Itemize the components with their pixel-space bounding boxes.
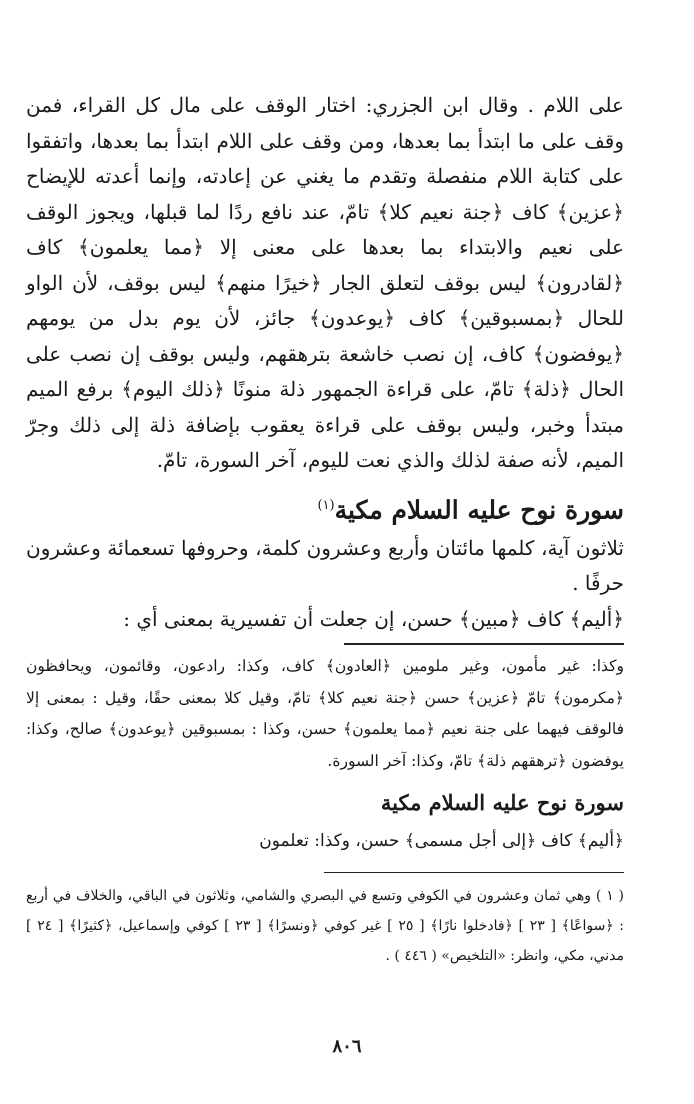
notes-block xyxy=(26,651,624,858)
page-number: ٨٠٦ xyxy=(332,1036,362,1057)
footnote-block xyxy=(26,881,624,971)
main-paragraph-1: على اللام . وقال ابن الجزري: اختار الوقف على مال كل القراء، فمن وقف على ما ابتدأ بما بعدها، ومن وقف على اللام ابتدأ بما بعدها، واتفقوا على كتابة اللام منفصلة وتقدم ما يغني عن إعادته، وإنما أعدته للإيضاح ﴿عزين﴾ كاف ﴿جنة نعيم كلا﴾ تامّ، عند نافع ردًا لما قبلها، ويجوز الوقف على نعيم والابتداء بما بعدها على معنى إلا ﴿مما يعلمون﴾ كاف ﴿لقادرون﴾ ليس بوقف لتعلق الجار ﴿خيرًا منهم﴾ ليس بوقف، لأن الواو للحال ﴿بمسبوقين﴾ كاف ﴿يوعدون﴾ جائز، لأن يوم بدل من يومهم ﴿يوفضون﴾ كاف، إن نصب خاشعة بترهقهم، وليس بوقف إن نصب على الحال ﴿ذلة﴾ تامّ، على قراءة الجمهور ذلة منونًا ﴿ذلك اليوم﴾ برفع الميم مبتدأ وخبر، وليس بوقف على قراءة يعقوب بإضافة ذلة إلى ذلك وجرّ الميم، لأنه صفة لذلك والذي نعت لليوم، آخر السورة، تامّ. xyxy=(26,93,624,472)
main-text-block xyxy=(26,88,624,971)
footnote-ref: (١) xyxy=(317,497,335,513)
footnote-text: ( ١ ) وهي ثمان وعشرون في الكوفي وتسع في البصري والشامي، وثلاثون في الباقي، والخلاف في أربع : ﴿سواعًا﴾ [ ٢٣ ] ﴿فادخلوا نارًا﴾ [ ٢٥ ] غير كوفي ﴿ونسرًا﴾ [ ٢٣ ] كوفي وإسماعيل، ﴿كثيرًا﴾ [ ٢٤ ] مدني، مكي، وانظر: «التلخيص» ( ٤٤٦ ) . xyxy=(26,888,625,965)
surah-title xyxy=(26,487,624,529)
surah-title-text: سورة نوح عليه السلام مكية xyxy=(334,494,624,524)
main-paragraph-3: ﴿أليم﴾ كاف ﴿مبين﴾ حسن، إن جعلت أن تفسيرية بمعنى أي : xyxy=(123,606,624,631)
notes-paragraph-1: وكذا: غير مأمون، وغير ملومين ﴿العادون﴾ كاف، وكذا: رادعون، وقائمون، ويحافظون ﴿مكرمون﴾ تامّ ﴿عزين﴾ حسن ﴿جنة نعيم كلا﴾ تامّ، وقيل كلا بمعنى حقًا، وقيل : بمعنى إلا فالوقف فيهما على جنة نعيم ﴿مما يعلمون﴾ حسن، وكذا : بمسبوقين ﴿يوعدون﴾ صالح، وكذا: يوفضون ﴿ترهقهم ذلة﴾ تامّ، وكذا: آخر السورة. xyxy=(26,657,624,770)
main-paragraph-2: ثلاثون آية، كلمها مائتان وأربع وعشرون كلمة، وحروفها تسعمائة وعشرون حرفًا . xyxy=(26,535,624,596)
notes-subtitle: سورة نوح عليه السلام مكية xyxy=(380,790,624,816)
notes-paragraph-2: ﴿أليم﴾ كاف ﴿إلى أجل مسمى﴾ حسن، وكذا: تعلمون xyxy=(259,831,624,852)
notes-divider xyxy=(344,643,624,645)
footnote-divider xyxy=(324,872,624,873)
